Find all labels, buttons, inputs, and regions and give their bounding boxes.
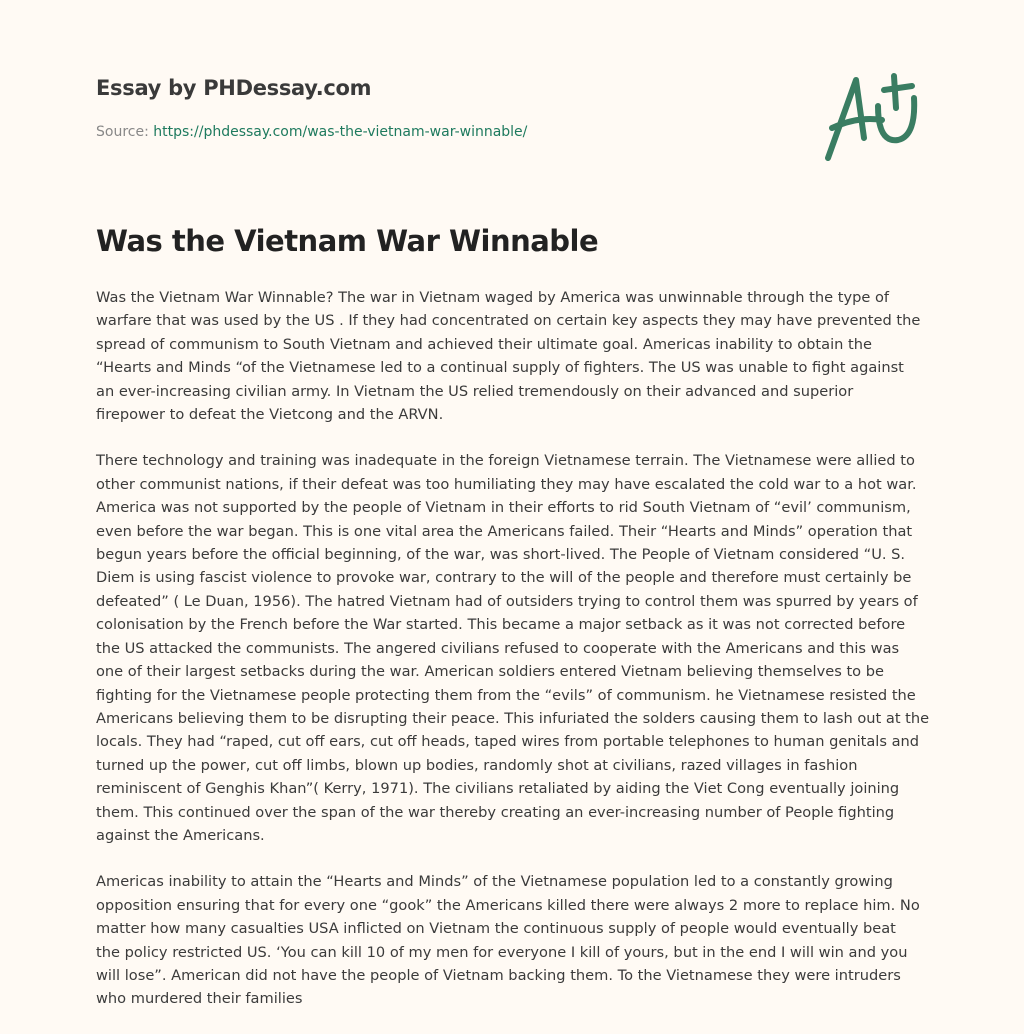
- paragraph-line: firepower to defeat the Vietcong and the ARVN.: [96, 406, 444, 424]
- paragraph-line: matter how many casualties USA inflicted on Vietnam the continuous supply of people would eventually beat: [96, 920, 896, 938]
- essay-body: [96, 286, 936, 1034]
- paragraph-line: them. This continued over the span of the war thereby creating an ever-increasing number of People fighting: [96, 803, 895, 821]
- paragraph-line: reminiscent of Genghis Khan”( Kerry, 1971). The civilians retaliated by aiding the Viet Cong eventually joining: [96, 780, 900, 798]
- source-link[interactable]: https://phdessay.com/was-the-vietnam-war-winnable/: [153, 124, 528, 140]
- site-brand: Essay by PHDessay.com: [96, 76, 372, 100]
- paragraph-line: “Hearts and Minds “of the Vietnamese led to a continual supply of fighters. The US was unable to fight against: [96, 359, 904, 377]
- paragraph-line: will lose”. American did not have the people of Vietnam backing them. To the Vietnamese they were intruders: [96, 966, 901, 984]
- paragraph-line: against the Americans.: [96, 826, 265, 844]
- paragraph-line: Diem is using fascist violence to provoke war, contrary to the will of the people and therefore must certainly be: [96, 569, 912, 587]
- paragraph-line: Was the Vietnam War Winnable? The war in Vietnam waged by America was unwinnable through the type of: [96, 289, 890, 306]
- source-label: Source:: [96, 124, 154, 140]
- paragraph-line: turned up the power, cut off limbs, blown up bodies, randomly shot at civilians, razed villages in fashion: [96, 756, 858, 774]
- essay-paragraph: [96, 870, 936, 1010]
- paragraph-line: colonisation by the French before the War started. This became a major setback as it was not corrected before: [96, 616, 906, 634]
- paragraph-line: who murdered their families: [96, 990, 303, 1008]
- paragraph-line: America was not supported by the people of Vietnam in their efforts to rid South Vietnam of “evil’ communism,: [96, 499, 911, 517]
- paragraph-line: the policy restricted US. ‘You can kill 10 of my men for everyone I kill of yours, but in the end I will win and you: [96, 943, 908, 961]
- essay-paragraph: [96, 449, 936, 847]
- paragraph-line: begun years before the official beginning, of the war, was short-lived. The People of Vietnam considered “U. S.: [96, 546, 906, 564]
- paragraph-line: There technology and training was inadequate in the foreign Vietnamese terrain. The Vietnamese were allied to: [96, 452, 915, 470]
- paragraph-line: fighting for the Vietnamese people protecting them from the “evils” of communism. he Vietnamese resisted the: [96, 686, 916, 704]
- paragraph-line: spread of communism to South Vietnam and achieved their ultimate goal. Americas inability to obtain the: [96, 335, 872, 353]
- paragraph-line: one of their largest setbacks during the war. American soldiers entered Vietnam believing themselves to be: [96, 663, 884, 681]
- paragraph-line: the US attacked the communists. The angered civilians refused to cooperate with the Americans and this was: [96, 639, 900, 657]
- a-plus-logo-icon: [818, 68, 928, 168]
- paragraph-line: Americans believing them to be disrupting their peace. This infuriated the solders causing them to lash out at the: [96, 709, 930, 727]
- paragraph-line: even before the war began. This is one vital area the Americans failed. Their “Hearts and Minds” operation that: [96, 522, 913, 540]
- paragraph-line: defeated” ( Le Duan, 1956). The hatred Vietnam had of outsiders trying to control them was spurred by years of: [96, 592, 918, 610]
- essay-title: Was the Vietnam War Winnable: [96, 224, 599, 258]
- paragraph-line: locals. They had “raped, cut off ears, cut off heads, taped wires from portable telephones to human genitals and: [96, 733, 920, 751]
- paragraph-line: opposition ensuring that for every one “gook” the Americans killed there were always 2 more to replace him. No: [96, 896, 920, 914]
- paragraph-line: Americas inability to attain the “Hearts and Minds” of the Vietnamese population led to a constantly growing: [96, 873, 893, 891]
- paragraph-line: warfare that was used by the US . If they had concentrated on certain key aspects they may have prevented the: [96, 312, 921, 330]
- paragraph-line: other communist nations, if their defeat was too humiliating they may have escalated the cold war to a hot war.: [96, 475, 917, 493]
- source-line: [96, 124, 527, 140]
- paragraph-line: an ever-increasing civilian army. In Vietnam the US relied tremendously on their advanced and superior: [96, 382, 854, 400]
- essay-paragraph: [96, 286, 936, 426]
